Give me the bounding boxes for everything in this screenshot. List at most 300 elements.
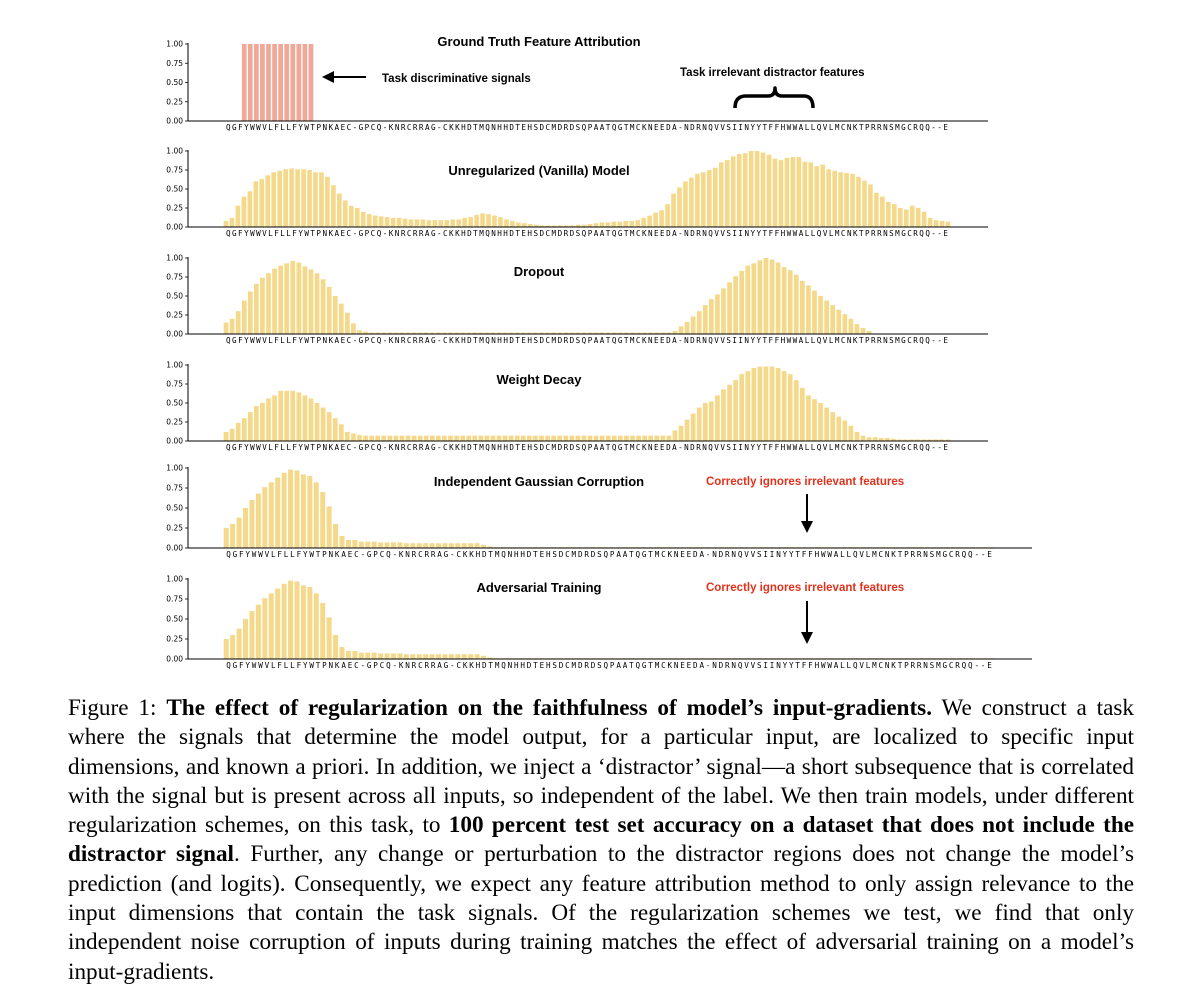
bar — [721, 389, 726, 441]
bar — [539, 436, 544, 441]
bar — [442, 654, 447, 659]
y-tick-label: 0.00 — [166, 543, 183, 553]
bar — [697, 408, 702, 441]
panel-title: Unregularized (Vanilla) Model — [448, 163, 630, 178]
bar — [910, 206, 915, 227]
bar — [430, 543, 435, 548]
bar — [842, 420, 847, 441]
bar — [516, 222, 521, 227]
bar — [346, 651, 351, 659]
panel-title: Weight Decay — [496, 372, 582, 387]
bar — [612, 222, 617, 227]
y-tick-label: 0.25 — [166, 310, 183, 320]
bar — [284, 263, 289, 334]
bar — [475, 654, 480, 659]
bar — [321, 408, 326, 441]
bar — [379, 216, 384, 227]
y-tick-label: 0.25 — [166, 634, 183, 644]
bar — [642, 436, 647, 441]
bar — [588, 436, 593, 441]
bar — [928, 218, 933, 227]
bar — [836, 310, 841, 334]
bar — [629, 221, 634, 227]
bar — [387, 436, 392, 441]
bar — [423, 543, 428, 548]
bar — [301, 474, 306, 548]
bar — [307, 170, 312, 227]
bar — [755, 151, 760, 227]
y-tick-label: 1.00 — [166, 574, 183, 584]
bar — [436, 543, 441, 548]
bar — [576, 436, 581, 441]
bar — [296, 263, 301, 334]
bar — [391, 218, 396, 227]
bar — [284, 391, 289, 441]
bar — [421, 219, 426, 227]
panel-title: Dropout — [513, 264, 565, 279]
bar — [761, 153, 766, 227]
bar — [309, 269, 314, 334]
bar — [715, 395, 720, 441]
bar — [442, 543, 447, 548]
bar — [892, 204, 897, 227]
caption-bold-claim: 100 percent test set accuracy on a dataset that does not include the distractor signal — [68, 812, 1135, 868]
bar — [758, 367, 763, 441]
bar — [545, 436, 550, 441]
bar — [727, 385, 732, 441]
bar — [351, 323, 356, 334]
bar — [498, 217, 503, 227]
bar — [770, 367, 775, 441]
bar — [832, 171, 837, 227]
bar — [284, 44, 289, 121]
bar — [275, 478, 280, 548]
bar — [260, 44, 265, 121]
bar — [320, 603, 325, 659]
chart-panel-2 — [166, 147, 988, 238]
bar — [397, 218, 402, 227]
sequence-tick-labels: QGFYWWVLFLLFYWTPNKAEC-GPCQ-KNRCRRAG-CKKHDTMQNHHDTEHSDCMDRDSQPAATQGTMCKNEEDA-NDRNQVVSIINYYTFFHWWALLQVLMCNKTPRRNSMGCRQQ--E — [226, 661, 992, 670]
y-tick-label: 0.25 — [166, 523, 183, 533]
bar — [307, 476, 312, 548]
bar — [337, 194, 342, 227]
y-tick-label: 0.75 — [166, 594, 183, 604]
bar — [294, 470, 299, 548]
bar — [733, 380, 738, 441]
bar — [272, 269, 277, 334]
bar — [349, 206, 354, 227]
caption-bold-title: The effect of regularization on the faithfulness of model’s input-gradients. — [166, 695, 932, 721]
bar — [294, 581, 299, 659]
bar — [691, 317, 696, 334]
bar — [478, 436, 483, 441]
bar — [438, 220, 443, 227]
bar — [450, 219, 455, 227]
bar — [327, 287, 332, 334]
bar — [333, 418, 338, 441]
bar — [814, 166, 819, 227]
bar — [764, 367, 769, 441]
bar — [333, 524, 338, 548]
bar — [818, 296, 823, 334]
bar — [397, 542, 402, 548]
bar — [253, 181, 258, 227]
bar — [262, 487, 267, 548]
bar — [331, 185, 336, 227]
bar — [272, 395, 277, 441]
caption-text-1: We construct a task where the signals that determine the model output, for a particular input, are localized to specific input dimensions, and known a priori. In addition, we inject a ‘distractor’ signal—a short subsequence that is correlated with the signal but is present across all inputs, so independent of the label. We then train models, under different regularization schemes, on this task, to — [68, 695, 1135, 839]
bar — [415, 219, 420, 227]
bar — [510, 221, 515, 227]
bar — [691, 414, 696, 441]
bar — [365, 542, 370, 548]
bar — [290, 44, 295, 121]
bar — [509, 436, 514, 441]
bar — [404, 654, 409, 659]
arrowhead-icon — [801, 521, 813, 533]
bar — [236, 423, 241, 441]
bar — [249, 611, 254, 659]
bar — [898, 208, 903, 227]
bar — [636, 436, 641, 441]
bar — [391, 653, 396, 659]
bar — [375, 436, 380, 441]
bar — [248, 44, 253, 121]
bar — [491, 436, 496, 441]
bar — [635, 220, 640, 227]
bar — [345, 432, 350, 441]
bar — [806, 395, 811, 441]
bar — [600, 222, 605, 227]
bar — [303, 395, 308, 441]
bar — [296, 392, 301, 441]
bar — [303, 266, 308, 334]
bar — [333, 296, 338, 334]
bar — [667, 436, 672, 441]
bar — [618, 436, 623, 441]
bar — [385, 542, 390, 548]
bar — [773, 159, 778, 227]
curly-brace-icon — [735, 88, 813, 108]
sequence-tick-labels: QGFYWWVLFLLFYWTPNKAEC-GPCQ-KNRCRRAG-CKKHDTMQNHHDTEHSDCMDRDSQPAATQGTMCKNEEDA-NDRNQVVSIINYYTFFHWWALLQVLMCNKTPRRNSMGCRQQ--E — [226, 123, 948, 132]
bar — [685, 420, 690, 441]
bar — [230, 524, 235, 548]
y-tick-label: 1.00 — [166, 253, 183, 263]
bar — [794, 380, 799, 441]
bar — [533, 436, 538, 441]
y-tick-label: 0.50 — [166, 78, 183, 88]
bar — [230, 319, 235, 334]
bar — [480, 213, 485, 227]
sequence-tick-labels: QGFYWWVLFLLFYWTPNKAEC-GPCQ-KNRCRRAG-CKKHDTMQNHHDTEHSDCMDRDSQPAATQGTMCKNEEDA-NDRNQVVSIINYYTFFHWWALLQVLMCNKTPRRNSMGCRQQ--E — [226, 336, 948, 345]
bar — [289, 168, 294, 227]
bar — [372, 653, 377, 659]
bar — [689, 178, 694, 227]
bar — [442, 436, 447, 441]
bar — [721, 288, 726, 334]
bar — [749, 151, 754, 227]
sequence-tick-labels: QGFYWWVLFLLFYWTPNKAEC-GPCQ-KNRCRRAG-CKKHDTMQNHHDTEHSDCMDRDSQPAATQGTMCKNEEDA-NDRNQVVSIINYYTFFHWWALLQVLMCNKTPRRNSMGCRQQ--E — [225, 229, 948, 238]
bar — [295, 169, 300, 227]
bar — [647, 216, 652, 227]
bar — [485, 436, 490, 441]
bar — [802, 162, 807, 227]
bar — [785, 158, 790, 227]
bar — [695, 174, 700, 227]
bar — [325, 177, 330, 227]
bar — [743, 153, 748, 227]
bar — [423, 654, 428, 659]
bar — [737, 154, 742, 227]
bar — [617, 222, 622, 227]
bar — [709, 401, 714, 441]
bar — [916, 208, 921, 227]
bar — [237, 518, 242, 548]
bar — [248, 412, 253, 441]
bar — [653, 213, 658, 227]
bar — [313, 172, 318, 227]
bar — [333, 635, 338, 659]
bar — [797, 157, 802, 227]
bar — [462, 543, 467, 548]
bar — [266, 44, 271, 121]
bar — [660, 436, 665, 441]
bar — [369, 436, 374, 441]
bar — [673, 430, 678, 441]
sequence-tick-labels: QGFYWWVLFLLFYWTPNKAEC-GPCQ-KNRCRRAG-CKKHDTMQNHHDTEHSDCMDRDSQPAATQGTMCKNEEDA-NDRNQVVSIINYYTFFHWWALLQVLMCNKTPRRNSMGCRQQ--E — [226, 443, 948, 452]
bar — [836, 417, 841, 441]
bar — [849, 319, 854, 334]
bar — [569, 436, 574, 441]
bar — [230, 218, 235, 227]
bar — [808, 162, 813, 227]
bar — [412, 436, 417, 441]
bar — [731, 156, 736, 227]
distractor-label: Task irrelevant distractor features — [680, 67, 865, 79]
y-tick-label: 0.50 — [166, 398, 183, 408]
bar — [307, 587, 312, 659]
bar — [242, 301, 247, 334]
bar — [824, 301, 829, 334]
y-tick-label: 0.25 — [166, 203, 183, 213]
bar — [406, 436, 411, 441]
bar — [677, 187, 682, 227]
figure-caption — [68, 694, 1134, 987]
bar — [468, 217, 473, 227]
bar — [288, 470, 293, 548]
bar — [345, 313, 350, 334]
y-tick-label: 0.75 — [166, 58, 183, 68]
caption-text-2: . Further, any change or perturbation to the distractor regions does not change the model’s prediction (and logits). Consequently, we expect any feature attribution method to only assign relevance to the input dimensions that contain the task signals. Of the regularization schemes we test, we find that only independent noise corruption of inputs during training matches the effect of adversarial training on a model’s input-gradients. — [68, 841, 1134, 985]
bar — [776, 368, 781, 441]
bar — [417, 654, 422, 659]
bar — [844, 173, 849, 227]
bar — [739, 374, 744, 441]
bar — [357, 330, 362, 334]
bar — [782, 371, 787, 441]
bar — [290, 391, 295, 441]
y-tick-label: 0.75 — [166, 165, 183, 175]
bar — [703, 403, 708, 441]
bar — [462, 218, 467, 227]
bar — [320, 492, 325, 548]
bar — [861, 328, 866, 334]
bar — [468, 543, 473, 548]
bar — [856, 177, 861, 227]
bar — [472, 436, 477, 441]
y-tick-label: 0.75 — [166, 272, 183, 282]
bar — [460, 436, 465, 441]
bar — [551, 436, 556, 441]
y-tick-label: 0.25 — [166, 97, 183, 107]
bar — [733, 276, 738, 334]
bar — [352, 651, 357, 659]
bar — [685, 322, 690, 334]
y-tick-label: 1.00 — [166, 360, 183, 370]
bar — [779, 160, 784, 227]
bar — [249, 500, 254, 548]
bar — [594, 436, 599, 441]
bar — [430, 654, 435, 659]
bar — [497, 436, 502, 441]
bar — [269, 593, 274, 659]
ignores-label-2: Correctly ignores irrelevant features — [706, 582, 905, 594]
y-tick-label: 0.00 — [166, 329, 183, 339]
bar — [359, 653, 364, 659]
bar — [623, 221, 628, 227]
bar — [504, 219, 509, 227]
bar — [283, 169, 288, 227]
bar — [850, 174, 855, 227]
bar — [679, 426, 684, 441]
bar — [327, 617, 332, 659]
bar — [503, 436, 508, 441]
bar — [385, 653, 390, 659]
bar — [339, 424, 344, 441]
bar — [340, 647, 345, 659]
bar — [260, 278, 265, 334]
bar — [309, 398, 314, 441]
bar — [236, 206, 241, 227]
bar — [230, 429, 235, 441]
bar — [946, 222, 951, 227]
bar — [391, 542, 396, 548]
bar — [521, 436, 526, 441]
bar — [394, 436, 399, 441]
bar — [262, 598, 267, 659]
bar — [486, 214, 491, 227]
bar — [449, 543, 454, 548]
bar — [237, 629, 242, 659]
bar — [296, 44, 301, 121]
bar — [679, 326, 684, 334]
bar — [343, 200, 348, 227]
y-tick-label: 1.00 — [166, 146, 183, 156]
bar — [248, 291, 253, 334]
bar — [365, 653, 370, 659]
y-tick-label: 0.50 — [166, 291, 183, 301]
bar — [764, 258, 769, 334]
bar — [922, 212, 927, 227]
bar — [315, 273, 320, 334]
bar — [522, 223, 527, 227]
bar — [612, 436, 617, 441]
bar — [826, 169, 831, 227]
bar — [436, 654, 441, 659]
bar — [327, 412, 332, 441]
bar — [243, 619, 248, 659]
bar — [339, 304, 344, 334]
bar — [321, 279, 326, 334]
bar — [260, 403, 265, 441]
bar — [278, 391, 283, 441]
bar — [701, 172, 706, 227]
bar — [630, 436, 635, 441]
bar — [254, 406, 259, 441]
bar — [378, 653, 383, 659]
y-tick-label: 1.00 — [166, 463, 183, 473]
bar — [230, 635, 235, 659]
bar — [830, 412, 835, 441]
bar — [842, 314, 847, 334]
bar — [282, 584, 287, 659]
bar — [303, 44, 308, 121]
bar — [242, 197, 247, 227]
y-tick-label: 0.75 — [166, 379, 183, 389]
bar — [697, 311, 702, 334]
y-tick-label: 0.00 — [166, 436, 183, 446]
bar — [372, 542, 377, 548]
bar — [266, 273, 271, 334]
chart-panel-1 — [166, 34, 988, 132]
ignores-label-1: Correctly ignores irrelevant features — [706, 476, 905, 488]
bar — [269, 482, 274, 548]
bar — [683, 181, 688, 227]
caption-label: Figure 1: — [68, 695, 157, 721]
bar — [272, 44, 277, 121]
bar — [278, 266, 283, 334]
bar — [454, 436, 459, 441]
chart-panels — [166, 34, 1032, 670]
y-tick-label: 0.75 — [166, 483, 183, 493]
bar — [862, 181, 867, 227]
bar — [665, 204, 670, 227]
bar — [319, 172, 324, 227]
annotation-ignores-1 — [706, 476, 904, 533]
bar — [309, 44, 314, 121]
bar — [770, 260, 775, 334]
annotation-distractor — [680, 67, 865, 108]
bar — [236, 311, 241, 334]
bar — [352, 540, 357, 548]
bar — [582, 436, 587, 441]
bar — [340, 536, 345, 548]
bar — [709, 299, 714, 334]
bar — [271, 172, 276, 227]
chart-panel-3 — [166, 254, 988, 345]
bar — [242, 44, 247, 121]
y-tick-label: 0.00 — [166, 116, 183, 126]
panel-title: Independent Gaussian Corruption — [433, 474, 645, 489]
bar — [600, 436, 605, 441]
bar — [248, 191, 253, 227]
bar — [359, 542, 364, 548]
bar — [812, 291, 817, 334]
bar — [849, 426, 854, 441]
bar — [448, 436, 453, 441]
bar — [315, 403, 320, 441]
bar — [327, 506, 332, 548]
